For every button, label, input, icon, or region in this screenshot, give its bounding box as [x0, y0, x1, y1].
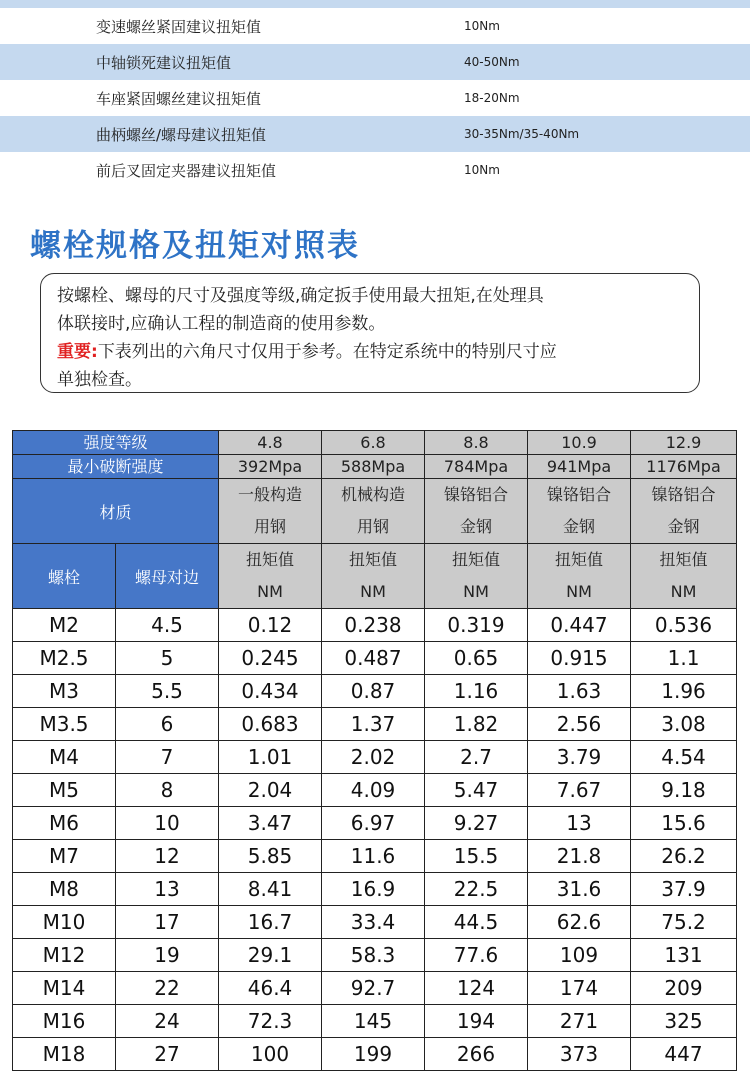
grade-row	[13, 431, 737, 455]
torque-value-cell: 0.683	[219, 708, 322, 741]
torque-label: 扭矩值	[555, 550, 604, 569]
torque-unit: NM	[463, 582, 489, 601]
torque-value-cell: 6.97	[322, 807, 425, 840]
bolt-size-cell: M8	[13, 873, 116, 906]
bolt-label: 螺栓	[13, 544, 116, 609]
torque-value-cell: 4.09	[322, 774, 425, 807]
torque-value-cell: 8.41	[219, 873, 322, 906]
torque-value-cell: 46.4	[219, 972, 322, 1005]
torque-label: 扭矩值	[659, 550, 708, 569]
torque-value-cell: 1.16	[425, 675, 528, 708]
torque-value-cell: 31.6	[528, 873, 631, 906]
torque-unit-cell	[528, 544, 631, 609]
torque-value-cell: 3.79	[528, 741, 631, 774]
top-strip	[0, 0, 750, 8]
torque-value-cell: 1.37	[322, 708, 425, 741]
nut-size-cell: 19	[116, 939, 219, 972]
torque-value-cell: 109	[528, 939, 631, 972]
torque-value-cell: 325	[631, 1005, 737, 1038]
torque-value-cell: 9.27	[425, 807, 528, 840]
torque-value-cell: 21.8	[528, 840, 631, 873]
torque-value-cell: 26.2	[631, 840, 737, 873]
grade-cell: 8.8	[425, 431, 528, 455]
torque-value-cell: 2.7	[425, 741, 528, 774]
material-cell	[219, 479, 322, 544]
table-row	[13, 972, 737, 1005]
torque-value-cell: 5.85	[219, 840, 322, 873]
torque-value-cell: 2.56	[528, 708, 631, 741]
grade-cell: 10.9	[528, 431, 631, 455]
torque-value-cell: 0.12	[219, 609, 322, 642]
torque-value-cell: 0.245	[219, 642, 322, 675]
nut-label: 螺母对边	[116, 544, 219, 609]
torque-data-body	[13, 609, 737, 1071]
material-label: 材质	[13, 479, 219, 544]
torque-value-cell: 75.2	[631, 906, 737, 939]
grade-cell: 6.8	[322, 431, 425, 455]
note-line: 按螺栓、螺母的尺寸及强度等级,确定扳手使用最大扭矩,在处理具	[57, 286, 544, 306]
nut-size-cell: 24	[116, 1005, 219, 1038]
torque-value-cell: 3.08	[631, 708, 737, 741]
grade-cell: 12.9	[631, 431, 737, 455]
torque-unit-cell	[631, 544, 737, 609]
material-cell	[425, 479, 528, 544]
important-label: 重要:	[57, 342, 98, 362]
torque-unit-cell	[322, 544, 425, 609]
torque-value-cell: 194	[425, 1005, 528, 1038]
torque-value-cell: 1.01	[219, 741, 322, 774]
bolt-size-cell: M2	[13, 609, 116, 642]
table-row	[13, 741, 737, 774]
torque-value-cell: 100	[219, 1038, 322, 1071]
table-row	[13, 873, 737, 906]
torque-value-cell: 271	[528, 1005, 631, 1038]
strength-cell: 784Mpa	[425, 455, 528, 479]
spec-name: 中轴锁死建议扭矩值	[96, 53, 232, 72]
material-cell	[528, 479, 631, 544]
bolt-size-cell: M3	[13, 675, 116, 708]
note-box	[40, 273, 700, 393]
nut-size-cell: 5.5	[116, 675, 219, 708]
torque-unit: NM	[257, 582, 283, 601]
bolt-size-cell: M14	[13, 972, 116, 1005]
table-row	[13, 1005, 737, 1038]
spec-name: 车座紧固螺丝建议扭矩值	[96, 89, 262, 108]
bolt-size-cell: M5	[13, 774, 116, 807]
material-line: 用钢	[357, 517, 390, 536]
nut-size-cell: 5	[116, 642, 219, 675]
material-row	[13, 479, 737, 544]
spec-list	[0, 8, 750, 188]
torque-value-cell: 4.54	[631, 741, 737, 774]
torque-value-cell: 0.319	[425, 609, 528, 642]
bolt-size-cell: M3.5	[13, 708, 116, 741]
torque-value-cell: 0.65	[425, 642, 528, 675]
material-line: 一般构造	[238, 485, 303, 504]
torque-value-cell: 33.4	[322, 906, 425, 939]
table-row	[13, 807, 737, 840]
torque-table	[12, 430, 737, 1071]
nut-size-cell: 13	[116, 873, 219, 906]
torque-value-cell: 5.47	[425, 774, 528, 807]
spec-row	[0, 8, 750, 44]
material-line: 镍铬铝合	[651, 485, 716, 504]
torque-value-cell: 0.238	[322, 609, 425, 642]
spec-value: 40-50Nm	[464, 55, 520, 69]
section-title: 螺栓规格及扭矩对照表	[30, 228, 360, 264]
table-row	[13, 939, 737, 972]
torque-value-cell: 124	[425, 972, 528, 1005]
torque-value-cell: 2.02	[322, 741, 425, 774]
torque-value-cell: 0.536	[631, 609, 737, 642]
torque-value-cell: 131	[631, 939, 737, 972]
bolt-size-cell: M10	[13, 906, 116, 939]
torque-value-cell: 11.6	[322, 840, 425, 873]
torque-value-cell: 0.434	[219, 675, 322, 708]
bolt-size-cell: M2.5	[13, 642, 116, 675]
strength-cell: 392Mpa	[219, 455, 322, 479]
torque-value-cell: 1.96	[631, 675, 737, 708]
nut-size-cell: 4.5	[116, 609, 219, 642]
strength-cell: 588Mpa	[322, 455, 425, 479]
torque-value-cell: 37.9	[631, 873, 737, 906]
torque-unit: NM	[360, 582, 386, 601]
torque-unit: NM	[566, 582, 592, 601]
torque-value-cell: 15.5	[425, 840, 528, 873]
spec-value: 18-20Nm	[464, 91, 520, 105]
grade-cell: 4.8	[219, 431, 322, 455]
torque-value-cell: 2.04	[219, 774, 322, 807]
torque-value-cell: 15.6	[631, 807, 737, 840]
torque-value-cell: 92.7	[322, 972, 425, 1005]
torque-label: 扭矩值	[349, 550, 398, 569]
strength-row	[13, 455, 737, 479]
spec-value: 30-35Nm/35-40Nm	[464, 127, 580, 141]
torque-value-cell: 145	[322, 1005, 425, 1038]
torque-value-cell: 1.82	[425, 708, 528, 741]
torque-value-cell: 16.9	[322, 873, 425, 906]
torque-value-cell: 0.915	[528, 642, 631, 675]
strength-cell: 1176Mpa	[631, 455, 737, 479]
nut-size-cell: 7	[116, 741, 219, 774]
nut-size-cell: 17	[116, 906, 219, 939]
material-line: 机械构造	[341, 485, 406, 504]
note-line: 体联接时,应确认工程的制造商的使用参数。	[57, 314, 386, 334]
table-row	[13, 840, 737, 873]
material-line: 金钢	[563, 517, 596, 536]
material-cell	[631, 479, 737, 544]
spec-name: 变速螺丝紧固建议扭矩值	[96, 17, 262, 36]
bolt-size-cell: M6	[13, 807, 116, 840]
torque-unit-cell	[219, 544, 322, 609]
torque-value-cell: 22.5	[425, 873, 528, 906]
torque-value-cell: 199	[322, 1038, 425, 1071]
table-row	[13, 708, 737, 741]
torque-value-cell: 266	[425, 1038, 528, 1071]
torque-header-row	[13, 544, 737, 609]
spec-name: 前后叉固定夹器建议扭矩值	[96, 161, 277, 180]
table-row	[13, 774, 737, 807]
material-line: 镍铬铝合	[444, 485, 509, 504]
torque-value-cell: 7.67	[528, 774, 631, 807]
material-line: 镍铬铝合	[547, 485, 612, 504]
torque-value-cell: 16.7	[219, 906, 322, 939]
spec-row	[0, 116, 750, 152]
spec-value: 10Nm	[464, 163, 500, 177]
note-line	[57, 338, 699, 366]
torque-unit: NM	[670, 582, 697, 601]
spec-row	[0, 80, 750, 116]
table-row	[13, 609, 737, 642]
torque-value-cell: 77.6	[425, 939, 528, 972]
bolt-size-cell: M4	[13, 741, 116, 774]
torque-value-cell: 1.63	[528, 675, 631, 708]
spec-name: 曲柄螺丝/螺母建议扭矩值	[96, 125, 267, 144]
torque-value-cell: 0.447	[528, 609, 631, 642]
note-text: 下表列出的六角尺寸仅用于参考。在特定系统中的特别尺寸应	[97, 342, 557, 362]
nut-size-cell: 8	[116, 774, 219, 807]
strength-cell: 941Mpa	[528, 455, 631, 479]
bolt-size-cell: M16	[13, 1005, 116, 1038]
torque-value-cell: 209	[631, 972, 737, 1005]
torque-value-cell: 13	[528, 807, 631, 840]
torque-unit-cell	[425, 544, 528, 609]
bolt-size-cell: M7	[13, 840, 116, 873]
table-row	[13, 1038, 737, 1071]
grade-label: 强度等级	[13, 431, 219, 455]
torque-value-cell: 174	[528, 972, 631, 1005]
torque-value-cell: 9.18	[631, 774, 737, 807]
bolt-size-cell: M12	[13, 939, 116, 972]
torque-value-cell: 3.47	[219, 807, 322, 840]
bolt-size-cell: M18	[13, 1038, 116, 1071]
nut-size-cell: 10	[116, 807, 219, 840]
torque-value-cell: 0.487	[322, 642, 425, 675]
torque-value-cell: 44.5	[425, 906, 528, 939]
spec-row	[0, 44, 750, 80]
nut-size-cell: 6	[116, 708, 219, 741]
material-cell	[322, 479, 425, 544]
material-line: 金钢	[667, 517, 700, 536]
torque-value-cell: 373	[528, 1038, 631, 1071]
nut-size-cell: 12	[116, 840, 219, 873]
material-line: 用钢	[254, 517, 287, 536]
table-row	[13, 906, 737, 939]
torque-value-cell: 447	[631, 1038, 737, 1071]
torque-value-cell: 29.1	[219, 939, 322, 972]
table-row	[13, 642, 737, 675]
torque-value-cell: 62.6	[528, 906, 631, 939]
spec-row	[0, 152, 750, 188]
note-line: 单独检查。	[57, 370, 142, 390]
torque-value-cell: 72.3	[219, 1005, 322, 1038]
nut-size-cell: 22	[116, 972, 219, 1005]
torque-label: 扭矩值	[452, 550, 501, 569]
spec-value: 10Nm	[464, 19, 500, 33]
strength-label: 最小破断强度	[13, 455, 219, 479]
nut-size-cell: 27	[116, 1038, 219, 1071]
material-line: 金钢	[460, 517, 493, 536]
torque-value-cell: 1.1	[631, 642, 737, 675]
torque-value-cell: 58.3	[322, 939, 425, 972]
table-row	[13, 675, 737, 708]
torque-label: 扭矩值	[246, 550, 295, 569]
torque-value-cell: 0.87	[322, 675, 425, 708]
